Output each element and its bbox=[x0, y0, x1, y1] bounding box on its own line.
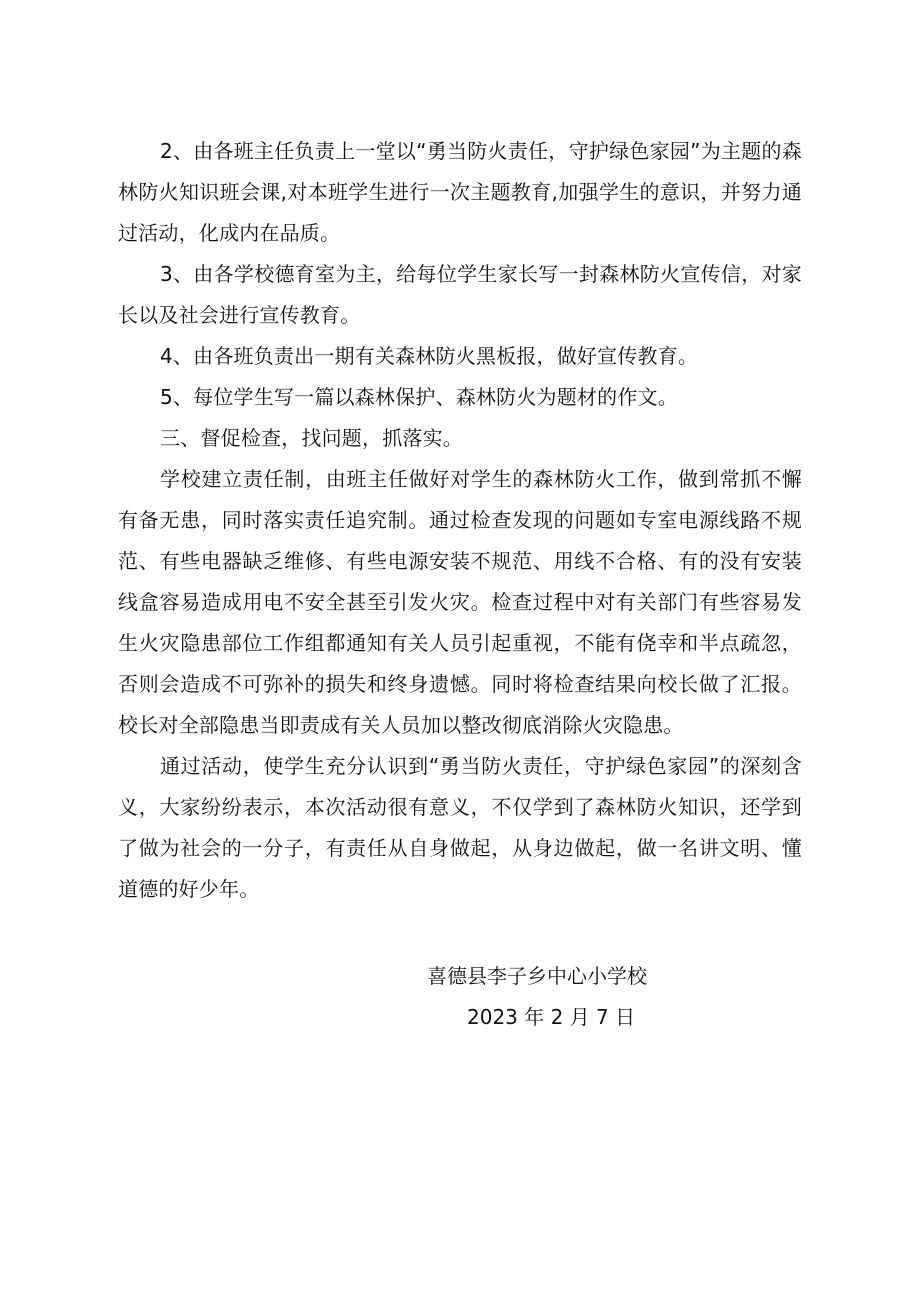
document-date: 2023 年 2 月 7 日 bbox=[467, 1005, 636, 1029]
paragraph-class-meeting: 2、由各班主任负责上一堂以“勇当防火责任，守护绿色家园”为主题的森林防火知识班会课,对本班学生进行一次主题教育,加强学生的意识，并努力通过活动，化成内在品质。 bbox=[118, 139, 802, 245]
section-heading-inspection: 三、督促检查，找问题，抓落实。 bbox=[160, 426, 463, 450]
paragraph-parent-letter: 3、由各学校德育室为主，给每位学生家长写一封森林防火宣传信，对家长以及社会进行宣传教育。 bbox=[118, 262, 802, 327]
paragraph-conclusion: 通过活动，使学生充分认识到“勇当防火责任，守护绿色家园”的深刻含义，大家纷纷表示，本次活动很有意义，不仅学到了森林防火知识，还学到了做为社会的一分子，有责任从自身做起，从身边做起，做一名讲文明、懂道德的好少年。 bbox=[118, 754, 802, 901]
document-body bbox=[118, 131, 802, 910]
paragraph-essay: 5、每位学生写一篇以森林保护、森林防火为题材的作文。 bbox=[160, 385, 678, 409]
paragraph-responsibility: 学校建立责任制，由班主任做好对学生的森林防火工作，做到常抓不懈有备无患，同时落实责任追究制。通过检查发现的问题如专室电源线路不规范、有些电器缺乏维修、有些电源安装不规范、用线不合格、有的没有安装线盒容易造成用电不安全甚至引发火灾。检查过程中对有关部门有些容易发生火灾隐患部位工作组都通知有关人员引起重视，不能有侥幸和半点疏忽，否则会造成不可弥补的损失和终身遗憾。同时将检查结果向校长做了汇报。校长对全部隐患当即责成有关人员加以整改彻底消除火灾隐患。 bbox=[118, 467, 802, 737]
paragraph-blackboard: 4、由各班负责出一期有关森林防火黑板报，做好宣传教育。 bbox=[160, 344, 699, 368]
school-name: 喜德县李子乡中心小学校 bbox=[427, 964, 647, 988]
